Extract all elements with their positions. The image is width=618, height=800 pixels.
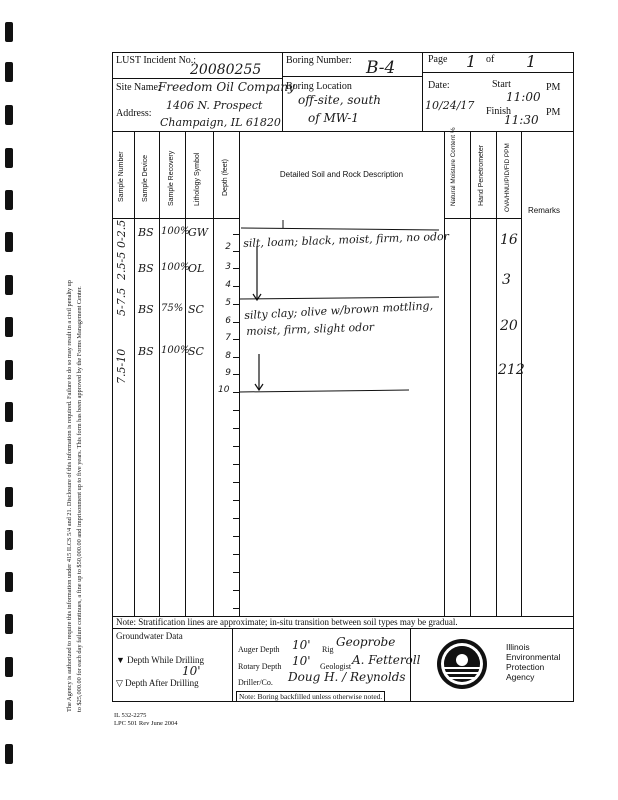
sample-device: BS bbox=[138, 303, 154, 316]
binder-hole bbox=[5, 614, 13, 634]
col-moisture: Natural Moisture Content % bbox=[450, 127, 457, 206]
boring-location-line-2: of MW-1 bbox=[308, 111, 359, 125]
form-code: IL 532-2275 bbox=[114, 712, 147, 719]
col-sample-device: Sample Device bbox=[142, 154, 149, 202]
binder-hole bbox=[5, 444, 13, 464]
description-line: moist, firm, slight odor bbox=[246, 320, 375, 338]
binder-hole bbox=[5, 744, 13, 764]
finish-label: Finish bbox=[486, 106, 512, 117]
agency-line: Protection bbox=[506, 662, 545, 672]
col-ppm: OVA/HNU/PID/FID PPM bbox=[504, 143, 511, 212]
auger-depth-value: 10' bbox=[292, 638, 311, 652]
legal-notice-line-2: to $25,000.00 for each day failure continues, a fine up to $50,000.00 and imprisonment up to five years. This form has been approved by the Forms Management Center. bbox=[76, 286, 83, 712]
binder-hole bbox=[5, 148, 13, 168]
site-name-label: Site Name: bbox=[116, 82, 161, 93]
binder-hole bbox=[5, 232, 13, 252]
binder-hole bbox=[5, 487, 13, 507]
geologist-label: Geologist bbox=[320, 662, 352, 671]
agency-line: Environmental bbox=[506, 652, 561, 662]
binder-hole bbox=[5, 317, 13, 337]
col-sample-recovery: Sample Recovery bbox=[168, 150, 175, 206]
boring-location-line-1: off-site, south bbox=[298, 93, 381, 107]
depth-mark: 9 bbox=[225, 368, 231, 378]
binder-hole bbox=[5, 402, 13, 422]
depth-mark: 10 bbox=[218, 385, 230, 395]
date-label: Date: bbox=[428, 80, 450, 91]
agency-name bbox=[506, 642, 560, 682]
binder-hole bbox=[5, 657, 13, 677]
page-label: Page bbox=[428, 54, 448, 65]
sample-device: BS bbox=[138, 226, 154, 239]
incident-number: 20080255 bbox=[190, 62, 262, 78]
agency-line: Illinois bbox=[506, 642, 530, 652]
col-penetrometer: Hand Penetrometer bbox=[478, 144, 485, 206]
lithology-symbol: GW bbox=[188, 226, 209, 239]
binder-hole bbox=[5, 22, 13, 42]
depth-while-value: 10' bbox=[182, 664, 201, 678]
col-remarks: Remarks bbox=[528, 206, 561, 215]
rig-value: Geoprobe bbox=[336, 635, 396, 649]
sample-recovery: 100% bbox=[161, 345, 190, 356]
binder-hole bbox=[5, 360, 13, 380]
col-lithology-symbol: Lithology Symbol bbox=[194, 152, 201, 206]
ppm-reading: 212 bbox=[498, 362, 525, 378]
of-label: of bbox=[486, 54, 495, 65]
ppm-reading: 20 bbox=[500, 318, 518, 334]
start-label: Start bbox=[492, 79, 511, 90]
page-total: 1 bbox=[526, 52, 537, 71]
depth-mark: 6 bbox=[225, 316, 231, 326]
sample-device: BS bbox=[138, 262, 154, 275]
binder-hole bbox=[5, 275, 13, 295]
address-city: Champaign, IL 61820 bbox=[160, 116, 281, 129]
driller-label: Driller/Co. bbox=[238, 678, 273, 687]
finish-time: 11:30 bbox=[504, 113, 539, 127]
stratification-note: Note: Stratification lines are approximate; in-situ transition between soil types may be gradual. bbox=[116, 617, 458, 627]
address-label: Address: bbox=[116, 108, 152, 119]
col-description: Detailed Soil and Rock Description bbox=[279, 170, 404, 179]
sample-recovery: 75% bbox=[161, 303, 184, 314]
col-sample-number: Sample Number bbox=[118, 151, 125, 202]
ppm-reading: 16 bbox=[500, 232, 518, 248]
depth-mark: 8 bbox=[225, 351, 231, 361]
date-value: 10/24/17 bbox=[425, 99, 475, 112]
sample-recovery: 100% bbox=[161, 226, 190, 237]
sample-number: 5-7.5 bbox=[115, 287, 128, 316]
depth-mark: 5 bbox=[225, 298, 231, 308]
description-line: silt, loam; black, moist, firm, no odor bbox=[243, 229, 450, 250]
driller-value: Doug H. / Reynolds bbox=[288, 670, 406, 684]
binder-hole bbox=[5, 572, 13, 592]
depth-after-label: Depth After Drilling bbox=[125, 678, 199, 688]
depth-after-drilling bbox=[116, 678, 199, 689]
sample-recovery: 100% bbox=[161, 262, 190, 273]
geologist-value: A. Fetteroll bbox=[352, 653, 421, 667]
boring-location-label: Boring Location bbox=[286, 81, 352, 92]
finish-ampm: PM bbox=[546, 107, 561, 118]
address-street: 1406 N. Prospect bbox=[166, 99, 263, 112]
start-ampm: PM bbox=[546, 82, 561, 93]
depth-mark: 7 bbox=[225, 333, 231, 343]
rotary-depth-value: 10' bbox=[292, 654, 311, 668]
depth-while-label: Depth While Drilling bbox=[127, 655, 204, 665]
start-time: 11:00 bbox=[506, 90, 541, 104]
binder-hole bbox=[5, 62, 13, 82]
depth-mark: 2 bbox=[225, 242, 231, 252]
sample-number: 0-2.5 bbox=[115, 219, 128, 248]
col-depth: Depth (feet) bbox=[222, 159, 229, 196]
legal-notice-line-1: The Agency is authorized to require this information under 415 ILCS 5/4 and 21. Disclosure of this information is required. Failure to do so may result in a civil penalty up bbox=[66, 280, 73, 712]
binder-hole bbox=[5, 530, 13, 550]
rig-label: Rig bbox=[322, 645, 334, 654]
sample-device: BS bbox=[138, 345, 154, 358]
groundwater-label: Groundwater Data bbox=[116, 631, 183, 641]
description-line: silty clay; olive w/brown mottling, bbox=[244, 299, 434, 322]
illinois-epa-logo bbox=[436, 638, 488, 690]
auger-depth-label: Auger Depth bbox=[238, 645, 280, 654]
boring-number: B-4 bbox=[366, 58, 396, 78]
boring-number-label: Boring Number: bbox=[286, 55, 352, 66]
backfill-note: Note: Boring backfilled unless otherwise noted. bbox=[236, 691, 385, 702]
binder-hole bbox=[5, 190, 13, 210]
rotary-depth-label: Rotary Depth bbox=[238, 662, 282, 671]
page-number: 1 bbox=[466, 52, 477, 71]
sample-number: 7.5-10 bbox=[115, 348, 128, 384]
agency-line: Agency bbox=[506, 672, 535, 682]
ppm-reading: 3 bbox=[502, 272, 511, 288]
filled-triangle-icon: ▼ bbox=[116, 655, 125, 665]
site-name: Freedom Oil Company bbox=[158, 80, 295, 94]
form-revision: LPC 501 Rev June 2004 bbox=[114, 720, 178, 727]
binder-hole bbox=[5, 105, 13, 125]
lithology-symbol: SC bbox=[188, 345, 204, 358]
lithology-symbol: SC bbox=[188, 303, 204, 316]
sample-number: 2.5-5 bbox=[115, 251, 128, 280]
binder-hole bbox=[5, 700, 13, 720]
open-triangle-icon: ▽ bbox=[116, 678, 123, 688]
incident-label: LUST Incident No.: bbox=[116, 55, 197, 66]
depth-mark: 4 bbox=[225, 280, 231, 290]
lithology-symbol: OL bbox=[188, 262, 205, 275]
depth-mark: 3 bbox=[225, 262, 231, 272]
